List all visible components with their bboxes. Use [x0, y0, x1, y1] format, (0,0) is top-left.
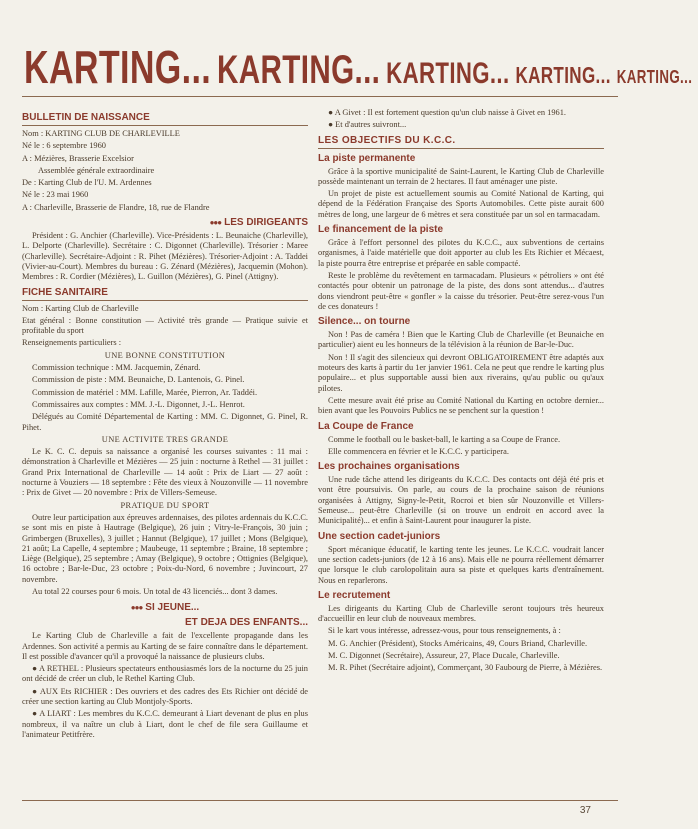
coupe-para: Comme le football ou le basket-ball, le karting a sa Coupe de France.	[328, 434, 561, 444]
pratique-para: Au total 22 courses pour 6 mois. Un total de 43 licenciés... dont 3 dames.	[32, 586, 278, 596]
constitution-para: Commission technique : MM. Jacquemin, Zénard.	[32, 363, 201, 373]
piste-para: Grâce à la sportive municipalité de Saint-Laurent, le Karting Club de Charleville possède maintenant un terrain de 2 hectares. Il faut aménager une piste.	[318, 166, 604, 186]
financement-para: Reste le problème du revêtement en tarmacadam. Plusieurs « pétroliers » ont été contactés pour obtenir un patronage de la piste, des dons sont attendus... d'autres dons viendront peut-être « gonfler » la caisse du trésorier. Peut-être serez-vous l'un de ces donateurs !	[318, 270, 604, 311]
silence-heading: Silence... on tourne	[318, 316, 411, 328]
silence-para: Non ! Il s'agit des silencieux qui devront OBLIGATOIREMENT être adaptés aux moteurs des karts à partir du 1er janvier 1961. Cela ne peut que rendre le karting plus populaire... et plus supportable aussi bien aux riverains, qu'au public ou qu'aux pilotes.	[318, 352, 604, 393]
bulletin-line: Assemblée générale extraordinaire	[38, 165, 155, 175]
intro-para: ● A Givet : Il est fortement question qu'un club naisse à Givet en 1961.	[328, 108, 566, 117]
bulletin-line: Né le : 23 mai 1960	[22, 190, 89, 200]
piste-para: Un projet de piste est actuellement soumis au Comité National de Karting, qui dépend de la Fédération Française des Sports Automobiles. Cette piste aurait 600 mètres de long, une largeur de 6 mètres et sera constituée par un sol en tarmacadam.	[318, 189, 604, 219]
constitution-para: Commission de matériel : MM. Lafille, Marée, Pierron, Ar. Taddéi.	[32, 387, 258, 397]
masthead	[24, 40, 693, 93]
constitution-para: Commission de piste : MM. Beunaiche, D. Lantenois, G. Pinel.	[32, 375, 245, 385]
organisations-para: Une rude tâche attend les dirigeants du K.C.C. Des contacts ont déjà été pris et vont être poursuivis. On parle, au cours de la prochaine saison de réunions organisées à Attigny, Signy-le-Petit, Rocroi et bien sûr Nouzonville et Villers-Semeuse... peut-être Charleville (si on trouve un endroit en accord avec la Municipalité)... et enfin à Saint-Laurent pour inaugurer la piste.	[318, 475, 604, 526]
masthead-word: KARTING...	[386, 57, 510, 90]
constitution-heading: UNE BONNE CONSTITUTION	[104, 350, 226, 360]
recrutement-contact: M. C. Digonnet (Secrétaire), Assureur, 27, Place Ducale, Charleville.	[328, 650, 560, 660]
financement-para: Grâce à l'effort personnel des pilotes du K.C.C., aux subventions de certains organismes, à l'aide matérielle que doit apporter au club les Ets Richier et Mécaest, la piste pourra être entreprise et préparée en sable compacté.	[318, 238, 604, 268]
pratique-heading: PRATIQUE DU SPORT	[120, 500, 210, 510]
fiche-line: Nom : Karting Club de Charleville	[22, 303, 139, 313]
jeune-para: ● A RETHEL : Plusieurs spectateurs enthousiasmés lors de la nocturne du 25 juin ont décidé de créer un club, le Rethel Karting Club.	[22, 664, 308, 684]
financement-heading: Le financement de la piste	[318, 224, 444, 236]
bulletin-line: Nom : KARTING CLUB DE CHARLEVILLE	[22, 129, 180, 138]
bullet-dots-icon: ●●●	[130, 603, 143, 613]
jeune-heading: ●●● SI JEUNE...	[130, 602, 200, 614]
activite-heading: UNE ACTIVITE TRES GRANDE	[101, 434, 229, 444]
fiche-line: Etat général : Bonne constitution — Activité très grande — Pratique suivie et profitable du sport	[22, 315, 308, 336]
coupe-para: Elle commencera en février et le K.C.C. y participera.	[328, 446, 509, 456]
activite-text: Le K. C. C. depuis sa naissance a organisé les courses suivantes : 11 mai : démonstration à Charleville et Mézières — 25 juin : nocturne à Rethel — 31 juillet : Grand Prix International de Charleville — 14 août : Prix de Liart — 27 août : nocturne à Vouziers — 18 septembre : Fête des vieux à Nouzonville — 11 novembre : Prix de Givet — 20 novembre : Prix de Villers-Semeuse.	[22, 447, 308, 498]
masthead-word: KARTING...	[515, 62, 611, 88]
bulletin-line: A : Mézières, Brasserie Excelsior	[22, 153, 134, 163]
bulletin-line: Né le : 6 septembre 1960	[22, 141, 106, 151]
footer-rule	[22, 800, 618, 801]
page-number: 37	[579, 805, 591, 816]
left-column	[22, 108, 308, 742]
bullet-dots-icon: ●●●	[209, 218, 222, 228]
enfants-heading: ET DEJA DES ENFANTS...	[185, 617, 308, 629]
bulletin-heading: BULLETIN DE NAISSANCE	[22, 111, 308, 126]
bulletin-line: A : Charleville, Brasserie de Flandre, 18, rue de Flandre	[22, 202, 210, 212]
jeune-para: ● AUX Ets RICHIER : Des ouvriers et des cadres des Ets Richier ont décidé de créer une section karting au Club Montjoly-Sports.	[22, 686, 308, 707]
recrutement-heading: Le recrutement	[318, 589, 391, 601]
piste-heading: La piste permanente	[318, 152, 416, 164]
constitution-para: Délégués au Comité Départemental de Karting : MM. C. Digonnet, G. Pinel, R. Pihet.	[22, 412, 308, 432]
cadet-heading: Une section cadet-juniors	[318, 530, 441, 542]
constitution-para: Commissaires aux comptes : MM. J.-L. Digonnet, J.-L. Henrot.	[32, 399, 245, 409]
coupe-heading: La Coupe de France	[318, 420, 414, 432]
organisations-heading: Les prochaines organisations	[318, 461, 460, 473]
recrutement-para: Les dirigeants du Karting Club de Charleville seront toujours très heureux d'accueillir en leur club de nouveaux membres.	[318, 603, 604, 624]
dirigeants-text: Président : G. Anchier (Charleville). Vice-Présidents : L. Beunaiche (Charleville), L. Delporte (Charleville). Secrétaire : C. Digonnet (Charleville). Trésorier : Maree (Charleville). Secrétaire-Adjoint : R. Pihet (Mézières). Trésorier-Adjoint : A. Taddei (Vivier-au-Court). Membres du bureau : G. Zénard (Mézières), Jacquemin (Mohon). Membres : R. Cordier (Mézières), L. Guillon (Mézières), G. Pinel (Attigny).	[22, 231, 308, 282]
masthead-word: KARTING...	[217, 48, 381, 92]
objectifs-heading: LES OBJECTIFS DU K.C.C.	[318, 134, 604, 149]
jeune-para: ● A LIART : Les membres du K.C.C. demeurant à Liart devenant de plus en plus nombreux, il va naître un club à Liart, dont le chef de file sera Guillaume et l'animateur Petitfrère.	[22, 709, 308, 739]
recrutement-contact: M. R. Pihet (Secrétaire adjoint), Commerçant, 30 Faubourg de Pierre, à Mézières.	[328, 663, 603, 673]
fiche-line: Renseignements particuliers :	[22, 338, 122, 348]
dirigeants-heading: ●●● LES DIRIGEANTS	[209, 217, 308, 229]
silence-para: Cette mesure avait été prise au Comité National du Karting en octobre dernier... bien avant que les Pouvoirs Publics ne se penchent sur la question !	[318, 395, 604, 416]
recrutement-contact: M. G. Anchier (Président), Stocks Américains, 49, Cours Briand, Charleville.	[328, 638, 588, 648]
silence-para: Non ! Pas de caméra ! Bien que le Karting Club de Charleville (et Beunaiche en particulier) aient eu les honneurs de la télévision à la réunion de Bar-le-Duc.	[318, 330, 604, 350]
fiche-heading: FICHE SANITAIRE	[22, 286, 308, 301]
jeune-para: Le Karting Club de Charleville a fait de l'excellente propagande dans les Ardennes. Son activité a permis au Karting de se faire connaître dans le département. Il est possible d'avancer qu'il a provoqué la naissance de plusieurs clubs.	[22, 631, 308, 661]
intro-para: ● Et d'autres suivront...	[328, 120, 407, 130]
masthead-rule	[22, 96, 618, 97]
right-column	[318, 108, 604, 676]
recrutement-para: Si le kart vous intéresse, adressez-vous, pour tous renseignements, à :	[328, 626, 561, 636]
pratique-para: Outre leur participation aux épreuves ardennaises, des pilotes ardennais du K.C.C. se sont mis en piste à Hautrage (Belgique), 26 juin ; Vitry-le-François, 30 juin ; Grimbergen (Bruxelles), 3 juillet ; Hannut (Belgique), 17 juillet ; Mons (Belgique), 21 août; La Capelle, 4 septembre ; Maubeuge, 11 septembre ; Braine, 18 septembre ; Liège (Belgique), 25 septembre ; Amay (Belgique), 9 octobre ; Ottignies (Belgique), 16 octobre ; Bar-le-Duc, 23 octobre ; Poix-du-Nord, 6 novembre ; Juvincourt, 27 novembre.	[22, 512, 308, 584]
masthead-word: KARTING...	[616, 67, 693, 87]
bulletin-line: De : Karting Club de l'U. M. Ardennes	[22, 178, 152, 188]
cadet-para: Sport mécanique éducatif, le karting tente les jeunes. Le K.C.C. voudrait lancer une section cadets-juniors (de 12 à 16 ans). Mais elle ne pourra réellement démarrer que lorsque le club carolopolitain aura sa piste et quelques karts d'entraînement. Nous en reparlerons.	[318, 544, 604, 585]
masthead-word: KARTING...	[24, 41, 212, 93]
